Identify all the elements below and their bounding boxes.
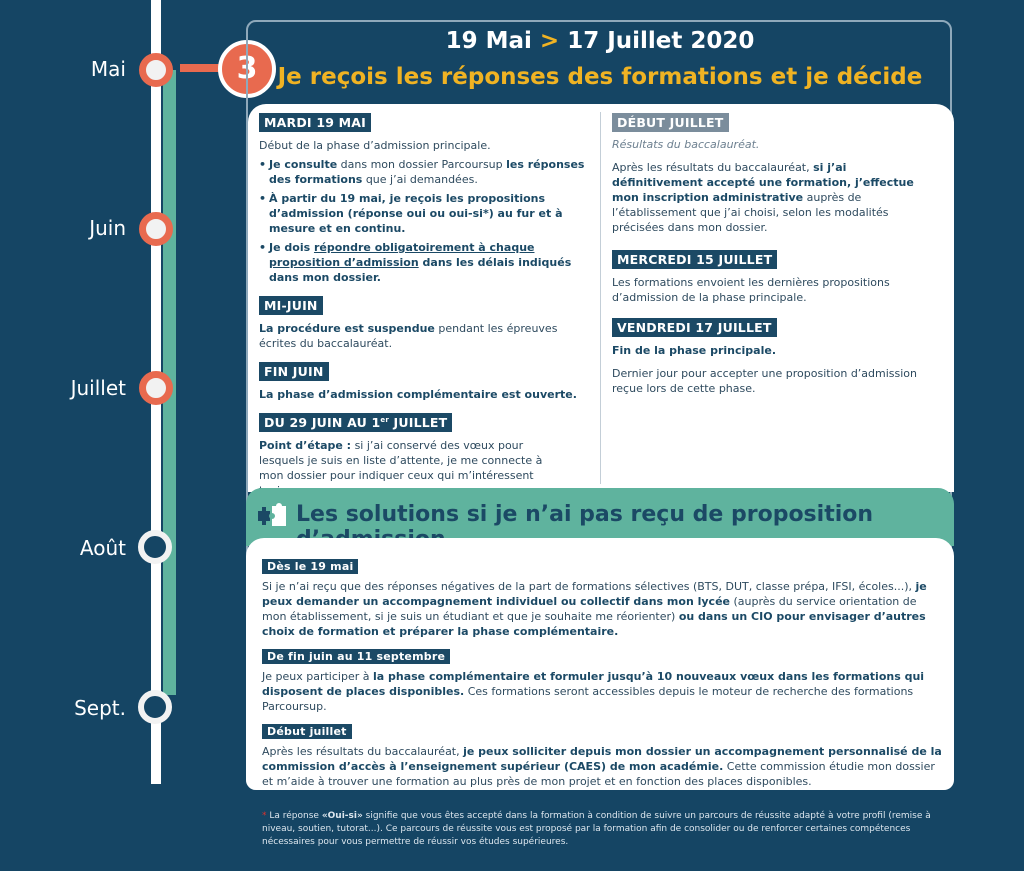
solution-des-19-mai — [262, 555, 942, 639]
date-tag: FIN JUIN — [259, 362, 329, 381]
date-tag: Début juillet — [262, 724, 352, 739]
date-tag: MARDI 19 MAI — [259, 113, 371, 132]
date-arrow: > — [539, 28, 560, 54]
section-mi-juin — [259, 295, 593, 351]
date-start: 19 Mai — [445, 28, 532, 54]
date-tag: DU 29 JUIN AU 1er JUILLET — [259, 413, 452, 432]
puzzle-icon — [258, 503, 288, 529]
section-fin-juin — [259, 361, 593, 402]
section-intro: Début de la phase d’admission principale. — [259, 139, 491, 152]
section-subtitle: Résultats du baccalauréat. — [612, 138, 760, 151]
list-item: • À partir du 19 mai, je reçois les propositions d’admission (réponse oui ou oui-si*) au fur et à mesure et en continu. — [259, 191, 593, 236]
right-column — [612, 112, 934, 396]
solution-text: Si je n’ai reçu que des réponses négatives de la part de formations sélectives (BTS, DUT, classe prépa, IFSI, écoles...), je peux demander un accompagnement individuel ou collectif dans mon lycée (auprès du service orientation de mon établissement, si je suis un étudiant et que je souhaite me réorienter) ou dans un CIO pour envisager d’autres choix de formation et préparer la phase complémentaire. — [262, 580, 927, 638]
solution-fin-juin-11-septembre — [262, 645, 942, 714]
timeline-dot-mai — [139, 53, 173, 87]
timeline-dot-juillet — [139, 371, 173, 405]
step-number-badge: 3 — [218, 40, 276, 98]
month-label-juillet: Juillet — [70, 376, 126, 400]
section-text: La procédure est suspendue pendant les épreuves écrites du baccalauréat. — [259, 322, 558, 350]
section-debut-juillet — [612, 112, 934, 235]
list-item: • Je consulte dans mon dossier Parcoursup les réponses des formations que j’ai demandées. — [259, 157, 593, 187]
solutions-content — [262, 555, 942, 789]
timeline-dot-juin — [139, 212, 173, 246]
solution-text: Après les résultats du baccalauréat, je peux solliciter depuis mon dossier un accompagnement personnalisé de la commission d’accès à l’enseignement supérieur (CAES) de mon académie. Cette commission étudie mon dossier et m’aide à trouver une formation au plus près de mon projet et en fonction des places disponibles. — [262, 745, 942, 788]
step-title: Je reçois les réponses des formations et je décide — [277, 64, 923, 90]
date-tag: MERCREDI 15 JUILLET — [612, 250, 777, 269]
footnote-star: * — [482, 207, 489, 220]
bullet-list — [259, 157, 593, 285]
section-vendredi-17-juillet — [612, 317, 934, 396]
date-tag: MI-JUIN — [259, 296, 323, 315]
list-item: • Je dois répondre obligatoirement à chaque proposition d’admission dans les délais indiqués dans mon dossier. — [259, 240, 593, 285]
section-mercredi-15-juillet — [612, 249, 934, 305]
footnote: * La réponse «Oui-si» signifie que vous êtes accepté dans la formation à condition de suivre un parcours de réussite adapté à votre profil (remise à niveau, soutien, tutorat...). Ce parcours de réussite vous est proposé par la formation afin de consolider ou de renforcer certaines compétences nécessaires pour vous permettre de réussir vos études supérieures. — [262, 811, 931, 847]
section-mardi-19-mai — [259, 112, 593, 285]
solution-debut-juillet — [262, 720, 942, 789]
month-label-mai: Mai — [90, 57, 126, 81]
solutions-title: Les solutions si je n’ai pas reçu de proposition — [296, 502, 874, 527]
timeline-dot-sept — [138, 690, 172, 724]
month-label-aout: Août — [79, 536, 126, 560]
solution-text: Je peux participer à la phase complémentaire et formuler jusqu’à 10 nouveaux vœux dans les formations qui disposent de places disponibles. Ces formations seront accessibles depuis le moteur de recherche des formations Parcoursup. — [262, 670, 925, 713]
section-text: Les formations envoient les dernières propositions d’admission de la phase principale. — [612, 276, 890, 304]
left-column — [259, 112, 593, 498]
section-text: Dernier jour pour accepter une proposition d’admission reçue lors de cette phase. — [612, 367, 918, 395]
month-label-juin: Juin — [89, 216, 126, 240]
date-tag: Dès le 19 mai — [262, 559, 358, 574]
step-dates — [248, 28, 952, 54]
date-tag: VENDREDI 17 JUILLET — [612, 318, 777, 337]
date-tag: De fin juin au 11 septembre — [262, 649, 450, 664]
timeline-dot-aout — [138, 530, 172, 564]
section-text: Fin de la phase principale. — [612, 344, 776, 357]
section-29-juin-1er-juillet — [259, 412, 593, 498]
section-text: La phase d’admission complémentaire est ouverte. — [259, 388, 577, 401]
month-label-sept: Sept. — [74, 696, 126, 720]
section-text: Après les résultats du baccalauréat, si j’ai définitivement accepté une formation, j’effectue mon inscription administrative auprès de l’établissement que j’ai choisi, selon les modalités précisées dans mon dossier. — [612, 161, 914, 234]
column-divider — [600, 112, 601, 484]
date-end: 17 Juillet 2020 — [567, 28, 755, 54]
section-text: Point d’étape : si j’ai conservé des vœux pour lesquels je suis en liste d’attente, je me connecte à mon dossier pour indiquer ceux qui m’intéressent — [259, 439, 543, 482]
date-tag: DÉBUT JUILLET — [612, 113, 729, 132]
footnote-star: * — [262, 811, 267, 821]
